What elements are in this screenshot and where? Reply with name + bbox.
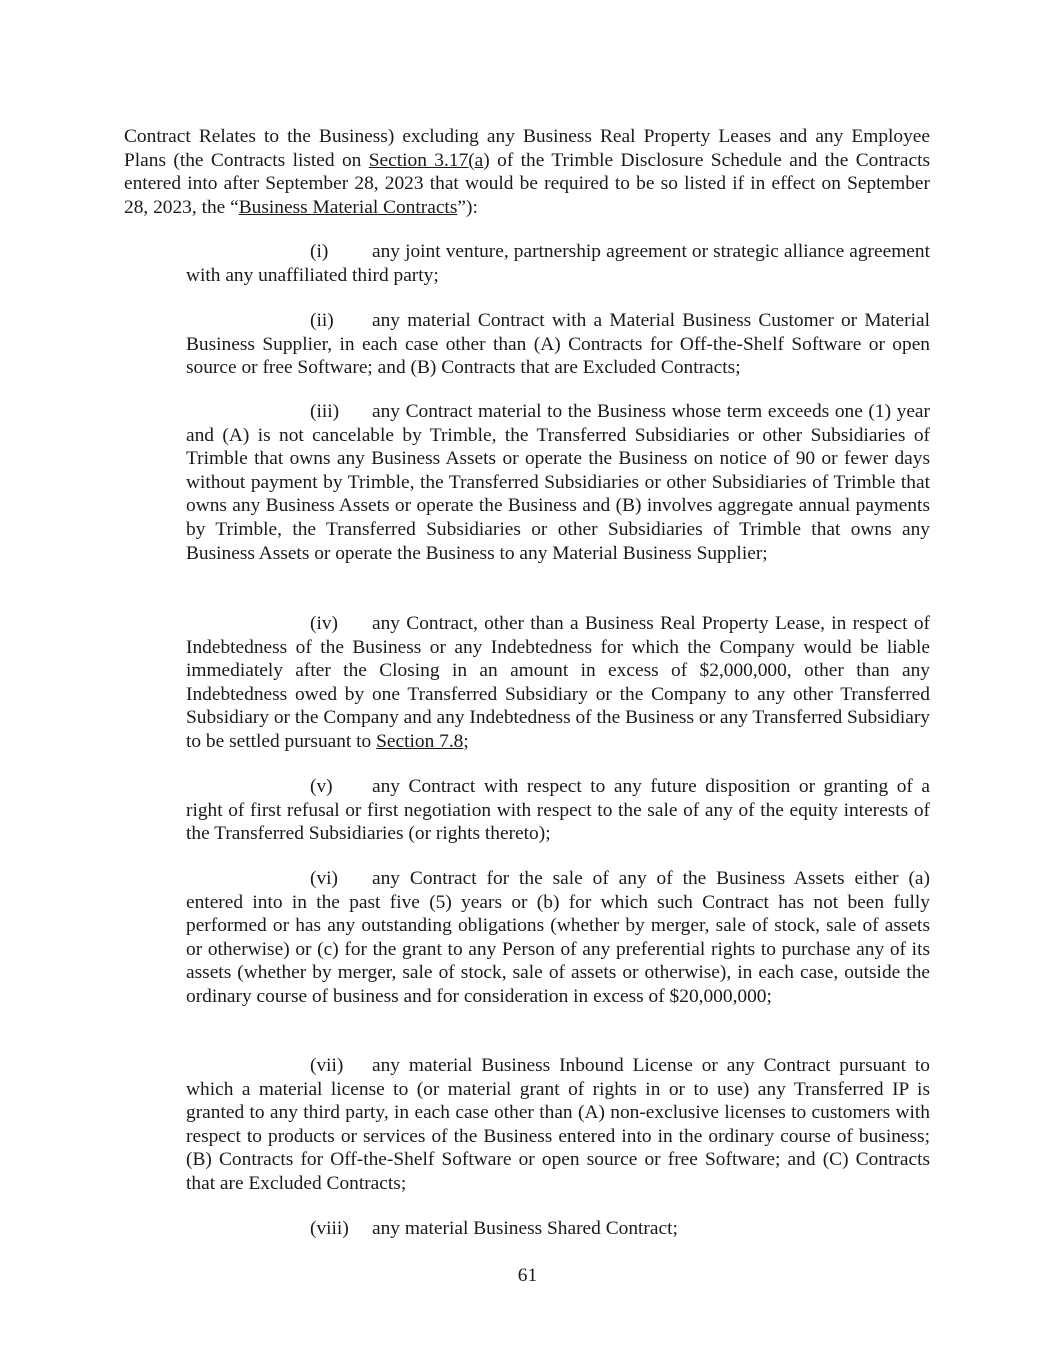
- list-item-iii: [186, 400, 930, 565]
- list-item-vi: [186, 867, 930, 1009]
- intro-paragraph: [124, 125, 930, 219]
- list-item-ii: [186, 309, 930, 380]
- item-text: any Contract, other than a Business Real Property Lease, in respect of Indebtedness of the Business or any Indebtedness for which the Company would be liable immediately after the Closing in an amount in excess of $2,000,000, other than any Indebtedness owed by one Transferred Subsidiary or the Company to any other Transferred Subsidiary or the Company and any Indebtedness of the Business or any Transferred Subsidiary to be settled pursuant to: [186, 613, 930, 752]
- list-item-iv: [186, 612, 930, 754]
- list-item-vii: [186, 1054, 930, 1196]
- section-7-8-reference: Section 7.8: [376, 730, 464, 752]
- item-number: (i): [310, 241, 329, 262]
- item-text: any material Business Inbound License or any Contract pursuant to which a material license to (or material grant of rights in or to use) any Transferred IP is granted to any third party, in each case other than (A) non-exclusive licenses to customers with respect to products or services of the Business entered into in the ordinary course of business; (B) Contracts for Off-the-Shelf Software or open source or free Software; and (C) Contracts that are Excluded Contracts;: [186, 1055, 930, 1194]
- item-number: (iii): [310, 401, 340, 422]
- page-number: 61: [517, 1265, 538, 1286]
- intro-text-3: ”):: [457, 196, 478, 218]
- intro-text-1: Contract Relates to the Business) excluding any Business Real Property Leases and any Employee Plans (the Contracts listed on: [124, 126, 930, 171]
- item-text-tail: ;: [463, 730, 469, 752]
- item-number: (iv): [310, 613, 338, 634]
- item-text: any material Business Shared Contract;: [372, 1218, 678, 1239]
- item-number: (viii): [310, 1218, 349, 1239]
- item-text: any Contract for the sale of any of the Business Assets either (a) entered into in the past five (5) years or (b) for which such Contract has not been fully performed or has any outstanding obligations (whether by merger, sale of stock, sale of assets or otherwise) or (c) for the grant to any Person of any preferential rights to purchase any of its assets (whether by merger, sale of stock, sale of assets or otherwise), in each case, outside the ordinary course of business and for consideration in excess of $20,000,000;: [186, 868, 930, 1007]
- item-number: (vi): [310, 868, 338, 889]
- intro-text-2: of the Trimble Disclosure Schedule and the Contracts entered into after September 28, 2023 that would be required to be so listed if in effect on September 28, 2023, the “: [124, 149, 931, 218]
- item-text: any Contract material to the Business whose term exceeds one (1) year and (A) is not cancelable by Trimble, the Transferred Subsidiaries or other Subsidiaries of Trimble that owns any Business Assets or operate the Business on notice of 90 or fewer days without payment by Trimble, the Transferred Subsidiaries or other Subsidiaries of Trimble that owns any Business Assets or operate the Business and (B) involves aggregate annual payments by Trimble, the Transferred Subsidiaries or other Subsidiaries of Trimble that owns any Business Assets or operate the Business to any Material Business Supplier;: [186, 401, 930, 564]
- item-text: any material Contract with a Material Business Customer or Material Business Supplier, in each case other than (A) Contracts for Off-the-Shelf Software or open source or free Software; and (B) Contracts that are Excluded Contracts;: [186, 310, 930, 379]
- list-item-i: [186, 240, 930, 287]
- item-number: (vii): [310, 1055, 344, 1076]
- list-item-v: [186, 775, 930, 846]
- list-item-viii: [186, 1217, 930, 1241]
- business-material-contracts-term: Business Material Contracts: [238, 196, 458, 218]
- item-text: any joint venture, partnership agreement or strategic alliance agreement with any unaffiliated third party;: [186, 241, 930, 286]
- item-number: (v): [310, 776, 333, 797]
- item-text: any Contract with respect to any future disposition or granting of a right of first refusal or first negotiation with respect to the sale of any of the equity interests of the Transferred Subsidiaries (or rights thereto);: [186, 776, 930, 845]
- section-3-17a-reference: Section 3.17(a): [368, 149, 490, 171]
- item-number: (ii): [310, 310, 334, 331]
